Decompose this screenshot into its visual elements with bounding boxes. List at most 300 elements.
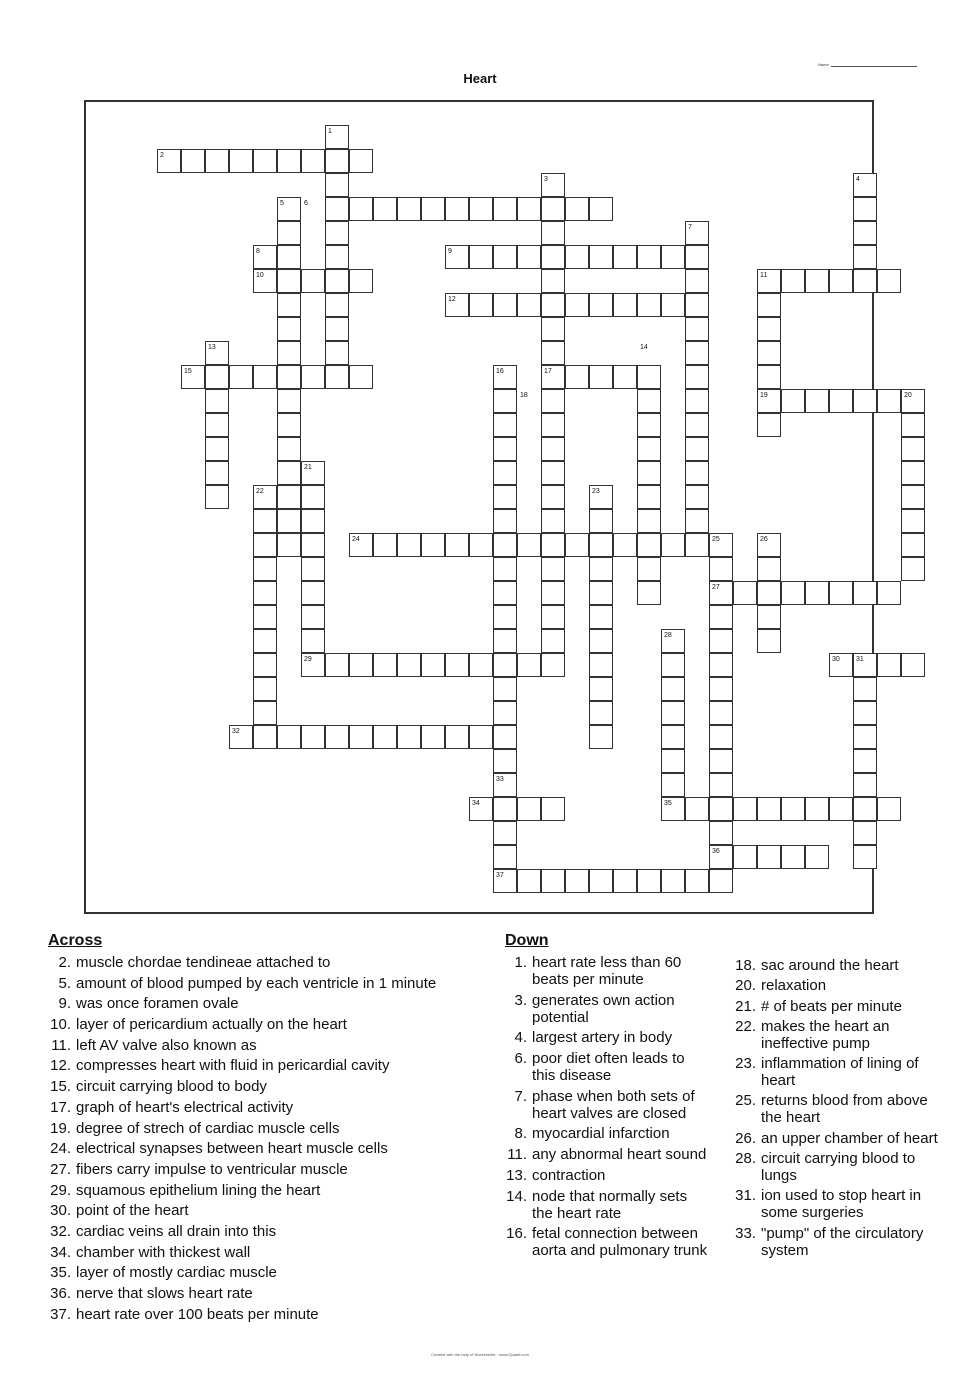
grid-cell[interactable] bbox=[301, 605, 325, 629]
grid-cell[interactable] bbox=[541, 653, 565, 677]
grid-cell[interactable] bbox=[853, 773, 877, 797]
grid-cell[interactable] bbox=[757, 845, 781, 869]
grid-cell[interactable] bbox=[685, 293, 709, 317]
grid-cell[interactable] bbox=[445, 653, 469, 677]
grid-cell[interactable] bbox=[277, 245, 301, 269]
grid-cell[interactable] bbox=[493, 557, 517, 581]
clue-number: 35 bbox=[664, 800, 672, 807]
grid-cell[interactable] bbox=[253, 509, 277, 533]
grid-cell[interactable] bbox=[541, 317, 565, 341]
grid-cell[interactable] bbox=[637, 557, 661, 581]
grid-cell[interactable] bbox=[733, 797, 757, 821]
grid-cell[interactable] bbox=[781, 845, 805, 869]
grid-cell[interactable] bbox=[205, 437, 229, 461]
grid-cell[interactable] bbox=[469, 245, 493, 269]
grid-cell[interactable] bbox=[757, 605, 781, 629]
clue-item bbox=[48, 1099, 448, 1116]
grid-cell[interactable] bbox=[541, 341, 565, 365]
grid-cell[interactable] bbox=[205, 461, 229, 485]
grid-cell[interactable] bbox=[805, 389, 829, 413]
grid-cell[interactable] bbox=[493, 701, 517, 725]
clue-number: 11 bbox=[760, 272, 768, 279]
grid-cell[interactable] bbox=[805, 581, 829, 605]
grid-cell[interactable] bbox=[277, 437, 301, 461]
grid-cell[interactable] bbox=[277, 509, 301, 533]
grid-cell[interactable] bbox=[589, 653, 613, 677]
grid-cell[interactable] bbox=[277, 413, 301, 437]
grid-cell[interactable] bbox=[277, 533, 301, 557]
grid-cell[interactable] bbox=[541, 557, 565, 581]
clue-text: circuit carrying blood to lungs bbox=[761, 1150, 916, 1185]
grid-cell[interactable] bbox=[277, 389, 301, 413]
clue-number-label: 9. bbox=[58, 995, 71, 1013]
clue-item bbox=[48, 1202, 448, 1219]
clue-item bbox=[505, 1225, 710, 1259]
grid-cell[interactable] bbox=[613, 245, 637, 269]
grid-cell[interactable] bbox=[469, 725, 493, 749]
grid-cell[interactable] bbox=[589, 677, 613, 701]
grid-cell[interactable] bbox=[637, 293, 661, 317]
grid-cell[interactable] bbox=[661, 869, 685, 893]
grid-cell[interactable] bbox=[493, 413, 517, 437]
clue-number-label: 18. bbox=[735, 957, 756, 974]
grid-cell[interactable] bbox=[877, 797, 901, 821]
grid-cell[interactable] bbox=[685, 533, 709, 557]
grid-cell[interactable] bbox=[757, 581, 781, 605]
grid-cell[interactable] bbox=[493, 629, 517, 653]
grid-cell[interactable] bbox=[397, 533, 421, 557]
clue-number: 12 bbox=[448, 296, 456, 303]
clue-text: returns blood from above the heart bbox=[761, 1092, 928, 1127]
grid-cell[interactable] bbox=[541, 437, 565, 461]
grid-cell[interactable] bbox=[277, 293, 301, 317]
grid-cell[interactable] bbox=[589, 581, 613, 605]
grid-cell[interactable] bbox=[517, 245, 541, 269]
grid-cell[interactable] bbox=[853, 845, 877, 869]
grid-cell[interactable] bbox=[661, 773, 685, 797]
grid-cell[interactable] bbox=[181, 149, 205, 173]
grid-cell[interactable] bbox=[325, 173, 349, 197]
grid-cell[interactable] bbox=[541, 461, 565, 485]
grid-cell[interactable] bbox=[301, 557, 325, 581]
grid-cell[interactable] bbox=[301, 269, 325, 293]
clue-number: 19 bbox=[760, 392, 768, 399]
grid-cell[interactable] bbox=[685, 245, 709, 269]
grid-cell[interactable] bbox=[301, 485, 325, 509]
grid-cell[interactable] bbox=[493, 821, 517, 845]
grid-cell[interactable] bbox=[589, 701, 613, 725]
grid-cell[interactable] bbox=[661, 701, 685, 725]
grid-cell[interactable] bbox=[325, 317, 349, 341]
grid-cell[interactable] bbox=[757, 317, 781, 341]
grid-cell[interactable] bbox=[349, 653, 373, 677]
grid-cell[interactable] bbox=[709, 629, 733, 653]
grid-cell[interactable] bbox=[709, 653, 733, 677]
grid-cell[interactable] bbox=[277, 269, 301, 293]
grid-cell[interactable] bbox=[373, 725, 397, 749]
grid-cell[interactable] bbox=[877, 653, 901, 677]
grid-cell[interactable] bbox=[445, 533, 469, 557]
grid-cell[interactable] bbox=[637, 509, 661, 533]
grid-cell[interactable] bbox=[325, 197, 349, 221]
grid-cell[interactable] bbox=[613, 365, 637, 389]
grid-cell[interactable] bbox=[709, 701, 733, 725]
grid-cell[interactable] bbox=[397, 725, 421, 749]
grid-cell[interactable] bbox=[493, 389, 517, 413]
grid-cell[interactable] bbox=[541, 293, 565, 317]
grid-cell[interactable] bbox=[805, 797, 829, 821]
clue-text: # of beats per minute bbox=[761, 997, 902, 1015]
grid-cell[interactable] bbox=[493, 677, 517, 701]
grid-cell[interactable] bbox=[853, 197, 877, 221]
grid-cell[interactable] bbox=[469, 653, 493, 677]
grid-cell[interactable] bbox=[493, 725, 517, 749]
clue-number: 37 bbox=[496, 872, 504, 879]
clue-text: myocardial infarction bbox=[532, 1125, 670, 1143]
grid-cell[interactable] bbox=[709, 869, 733, 893]
grid-cell[interactable] bbox=[205, 413, 229, 437]
grid-cell[interactable] bbox=[469, 293, 493, 317]
grid-cell[interactable] bbox=[253, 629, 277, 653]
grid-cell[interactable] bbox=[685, 365, 709, 389]
grid-cell[interactable] bbox=[541, 197, 565, 221]
grid-cell[interactable] bbox=[373, 533, 397, 557]
grid-cell[interactable] bbox=[277, 317, 301, 341]
grid-cell[interactable] bbox=[229, 365, 253, 389]
grid-cell[interactable] bbox=[277, 725, 301, 749]
grid-cell[interactable] bbox=[829, 269, 853, 293]
grid-cell[interactable] bbox=[853, 677, 877, 701]
grid-cell[interactable] bbox=[325, 653, 349, 677]
grid-cell[interactable] bbox=[541, 413, 565, 437]
grid-cell[interactable] bbox=[421, 725, 445, 749]
grid-cell[interactable] bbox=[325, 221, 349, 245]
clue-item bbox=[505, 992, 710, 1026]
grid-cell[interactable] bbox=[709, 797, 733, 821]
grid-cell[interactable] bbox=[685, 389, 709, 413]
grid-cell[interactable] bbox=[445, 197, 469, 221]
grid-cell[interactable] bbox=[373, 197, 397, 221]
grid-cell[interactable] bbox=[445, 725, 469, 749]
grid-cell[interactable] bbox=[637, 869, 661, 893]
grid-cell[interactable] bbox=[637, 581, 661, 605]
grid-cell[interactable] bbox=[709, 749, 733, 773]
grid-cell[interactable] bbox=[325, 341, 349, 365]
grid-cell[interactable] bbox=[517, 533, 541, 557]
grid-cell[interactable] bbox=[517, 197, 541, 221]
clue-text: squamous epithelium lining the heart bbox=[76, 1181, 321, 1199]
grid-cell[interactable] bbox=[685, 797, 709, 821]
grid-cell[interactable] bbox=[325, 245, 349, 269]
grid-cell[interactable] bbox=[517, 293, 541, 317]
grid-cell[interactable] bbox=[589, 293, 613, 317]
grid-cell[interactable] bbox=[253, 605, 277, 629]
grid-cell[interactable] bbox=[709, 605, 733, 629]
grid-cell[interactable] bbox=[325, 293, 349, 317]
grid-cell[interactable] bbox=[757, 293, 781, 317]
grid-cell[interactable] bbox=[853, 221, 877, 245]
grid-cell[interactable] bbox=[709, 773, 733, 797]
clue-text: heart rate over 100 beats per minute bbox=[76, 1305, 319, 1323]
grid-cell[interactable] bbox=[589, 629, 613, 653]
grid-cell[interactable] bbox=[277, 461, 301, 485]
grid-cell[interactable] bbox=[325, 149, 349, 173]
grid-cell[interactable] bbox=[805, 845, 829, 869]
grid-cell[interactable] bbox=[493, 197, 517, 221]
clue-number-label: 31. bbox=[735, 1187, 756, 1205]
grid-cell[interactable] bbox=[493, 797, 517, 821]
grid-cell[interactable] bbox=[301, 149, 325, 173]
grid-cell[interactable] bbox=[661, 653, 685, 677]
grid-cell[interactable] bbox=[877, 581, 901, 605]
grid-cell[interactable] bbox=[637, 461, 661, 485]
grid-cell[interactable] bbox=[253, 149, 277, 173]
grid-cell[interactable] bbox=[853, 749, 877, 773]
grid-cell[interactable] bbox=[301, 581, 325, 605]
grid-cell[interactable] bbox=[661, 677, 685, 701]
name-field[interactable] bbox=[818, 62, 917, 67]
grid-cell[interactable] bbox=[349, 725, 373, 749]
grid-cell[interactable] bbox=[853, 797, 877, 821]
grid-cell[interactable] bbox=[853, 581, 877, 605]
grid-cell[interactable] bbox=[301, 629, 325, 653]
grid-cell[interactable] bbox=[205, 365, 229, 389]
grid-cell[interactable] bbox=[565, 245, 589, 269]
grid-cell[interactable] bbox=[493, 485, 517, 509]
grid-cell[interactable] bbox=[757, 341, 781, 365]
grid-cell[interactable] bbox=[301, 533, 325, 557]
grid-cell[interactable] bbox=[253, 533, 277, 557]
grid-cell[interactable] bbox=[253, 653, 277, 677]
grid-cell[interactable] bbox=[205, 149, 229, 173]
grid-cell[interactable] bbox=[829, 389, 853, 413]
grid-cell[interactable] bbox=[541, 269, 565, 293]
grid-cell[interactable] bbox=[685, 413, 709, 437]
grid-cell[interactable] bbox=[709, 725, 733, 749]
grid-cell[interactable] bbox=[589, 509, 613, 533]
grid-cell[interactable] bbox=[421, 653, 445, 677]
grid-cell[interactable] bbox=[613, 533, 637, 557]
grid-cell[interactable] bbox=[493, 605, 517, 629]
grid-cell[interactable] bbox=[541, 629, 565, 653]
grid-cell[interactable] bbox=[685, 437, 709, 461]
grid-cell[interactable] bbox=[901, 557, 925, 581]
clue-text: electrical synapses between heart muscle cells bbox=[76, 1140, 388, 1158]
grid-cell[interactable] bbox=[853, 269, 877, 293]
grid-cell[interactable] bbox=[637, 413, 661, 437]
grid-cell[interactable] bbox=[781, 269, 805, 293]
grid-cell[interactable] bbox=[349, 269, 373, 293]
grid-cell[interactable] bbox=[421, 197, 445, 221]
grid-cell[interactable] bbox=[229, 149, 253, 173]
grid-cell[interactable] bbox=[541, 797, 565, 821]
grid-cell[interactable] bbox=[565, 365, 589, 389]
grid-cell[interactable] bbox=[901, 533, 925, 557]
grid-cell[interactable] bbox=[253, 725, 277, 749]
grid-cell[interactable] bbox=[685, 461, 709, 485]
grid-cell[interactable] bbox=[493, 749, 517, 773]
grid-cell[interactable] bbox=[493, 437, 517, 461]
grid-cell[interactable] bbox=[253, 365, 277, 389]
grid-cell[interactable] bbox=[565, 293, 589, 317]
grid-cell[interactable] bbox=[685, 485, 709, 509]
clue-number-label: 1. bbox=[514, 954, 527, 971]
grid-cell[interactable] bbox=[901, 461, 925, 485]
grid-cell[interactable] bbox=[853, 389, 877, 413]
grid-cell[interactable] bbox=[253, 677, 277, 701]
grid-cell[interactable] bbox=[829, 581, 853, 605]
grid-cell[interactable] bbox=[541, 485, 565, 509]
across-clue-list bbox=[48, 954, 448, 1323]
grid-cell[interactable] bbox=[493, 533, 517, 557]
grid-cell[interactable] bbox=[589, 605, 613, 629]
grid-cell[interactable] bbox=[493, 509, 517, 533]
grid-cell[interactable] bbox=[253, 581, 277, 605]
grid-cell[interactable] bbox=[685, 509, 709, 533]
grid-cell[interactable] bbox=[661, 749, 685, 773]
grid-cell[interactable] bbox=[901, 485, 925, 509]
grid-cell[interactable] bbox=[349, 197, 373, 221]
grid-cell[interactable] bbox=[397, 197, 421, 221]
grid-cell[interactable] bbox=[661, 533, 685, 557]
grid-cell[interactable] bbox=[589, 869, 613, 893]
grid-cell[interactable] bbox=[565, 869, 589, 893]
grid-cell[interactable] bbox=[637, 485, 661, 509]
grid-cell[interactable] bbox=[325, 365, 349, 389]
grid-cell[interactable] bbox=[685, 317, 709, 341]
grid-cell[interactable] bbox=[853, 821, 877, 845]
grid-cell[interactable] bbox=[541, 869, 565, 893]
grid-cell[interactable] bbox=[301, 365, 325, 389]
grid-cell[interactable] bbox=[253, 701, 277, 725]
grid-cell[interactable] bbox=[517, 653, 541, 677]
grid-cell[interactable] bbox=[277, 221, 301, 245]
grid-cell[interactable] bbox=[541, 605, 565, 629]
grid-cell[interactable] bbox=[781, 797, 805, 821]
grid-cell[interactable] bbox=[613, 869, 637, 893]
grid-cell[interactable] bbox=[325, 725, 349, 749]
grid-cell[interactable] bbox=[637, 389, 661, 413]
grid-cell[interactable] bbox=[277, 149, 301, 173]
grid-cell[interactable] bbox=[685, 341, 709, 365]
grid-cell[interactable] bbox=[901, 413, 925, 437]
grid-cell[interactable] bbox=[589, 533, 613, 557]
clue-number: 21 bbox=[304, 464, 312, 471]
grid-cell[interactable] bbox=[205, 389, 229, 413]
grid-cell[interactable] bbox=[781, 581, 805, 605]
grid-cell[interactable] bbox=[757, 557, 781, 581]
grid-cell[interactable] bbox=[757, 629, 781, 653]
grid-cell[interactable] bbox=[277, 365, 301, 389]
grid-cell[interactable] bbox=[421, 533, 445, 557]
grid-cell[interactable] bbox=[541, 509, 565, 533]
grid-cell[interactable] bbox=[661, 725, 685, 749]
grid-cell[interactable] bbox=[493, 581, 517, 605]
grid-cell[interactable] bbox=[805, 269, 829, 293]
grid-cell[interactable] bbox=[637, 365, 661, 389]
clue-number: 31 bbox=[856, 656, 864, 663]
grid-cell[interactable] bbox=[853, 245, 877, 269]
grid-cell[interactable] bbox=[709, 821, 733, 845]
grid-cell[interactable] bbox=[901, 509, 925, 533]
grid-cell[interactable] bbox=[517, 797, 541, 821]
grid-cell[interactable] bbox=[589, 197, 613, 221]
grid-cell[interactable] bbox=[709, 677, 733, 701]
grid-cell[interactable] bbox=[901, 653, 925, 677]
grid-cell[interactable] bbox=[277, 341, 301, 365]
grid-cell[interactable] bbox=[613, 293, 637, 317]
grid-cell[interactable] bbox=[637, 533, 661, 557]
grid-cell[interactable] bbox=[493, 245, 517, 269]
grid-cell[interactable] bbox=[877, 389, 901, 413]
grid-cell[interactable] bbox=[493, 293, 517, 317]
clue-item bbox=[48, 1120, 448, 1137]
clue-text: nerve that slows heart rate bbox=[76, 1285, 253, 1302]
grid-cell[interactable] bbox=[685, 869, 709, 893]
grid-cell[interactable] bbox=[853, 725, 877, 749]
grid-cell[interactable] bbox=[781, 389, 805, 413]
grid-cell[interactable] bbox=[541, 581, 565, 605]
grid-cell[interactable] bbox=[517, 869, 541, 893]
grid-cell[interactable] bbox=[733, 581, 757, 605]
grid-cell[interactable] bbox=[709, 557, 733, 581]
grid-cell[interactable] bbox=[757, 797, 781, 821]
grid-cell[interactable] bbox=[829, 797, 853, 821]
grid-cell[interactable] bbox=[301, 725, 325, 749]
grid-cell[interactable] bbox=[637, 437, 661, 461]
grid-cell[interactable] bbox=[661, 245, 685, 269]
grid-cell[interactable] bbox=[373, 653, 397, 677]
grid-cell[interactable] bbox=[733, 845, 757, 869]
grid-cell[interactable] bbox=[349, 365, 373, 389]
grid-cell[interactable] bbox=[541, 389, 565, 413]
clue-text: sac around the heart bbox=[761, 957, 899, 974]
grid-cell[interactable] bbox=[469, 533, 493, 557]
grid-cell[interactable] bbox=[661, 293, 685, 317]
grid-cell[interactable] bbox=[589, 245, 613, 269]
grid-cell[interactable] bbox=[565, 533, 589, 557]
grid-cell[interactable] bbox=[325, 269, 349, 293]
grid-cell[interactable] bbox=[253, 557, 277, 581]
grid-cell[interactable] bbox=[541, 221, 565, 245]
clue-number-label: 33. bbox=[735, 1224, 756, 1242]
clue-item bbox=[505, 1050, 710, 1084]
grid-cell[interactable] bbox=[397, 653, 421, 677]
grid-cell[interactable] bbox=[541, 245, 565, 269]
grid-cell[interactable] bbox=[589, 557, 613, 581]
grid-cell[interactable] bbox=[205, 485, 229, 509]
grid-cell[interactable] bbox=[637, 245, 661, 269]
grid-cell[interactable] bbox=[277, 485, 301, 509]
grid-cell[interactable] bbox=[589, 365, 613, 389]
grid-cell[interactable] bbox=[685, 269, 709, 293]
grid-cell[interactable] bbox=[493, 461, 517, 485]
grid-cell[interactable] bbox=[877, 269, 901, 293]
grid-cell[interactable] bbox=[493, 845, 517, 869]
grid-cell[interactable] bbox=[349, 149, 373, 173]
grid-cell[interactable] bbox=[469, 197, 493, 221]
grid-cell[interactable] bbox=[541, 533, 565, 557]
grid-cell[interactable] bbox=[853, 701, 877, 725]
grid-cell[interactable] bbox=[901, 437, 925, 461]
grid-cell[interactable] bbox=[301, 509, 325, 533]
clue-number: 23 bbox=[592, 488, 600, 495]
grid-cell[interactable] bbox=[589, 725, 613, 749]
grid-cell[interactable] bbox=[757, 365, 781, 389]
grid-cell[interactable] bbox=[493, 653, 517, 677]
grid-cell[interactable] bbox=[757, 413, 781, 437]
grid-cell[interactable] bbox=[565, 197, 589, 221]
